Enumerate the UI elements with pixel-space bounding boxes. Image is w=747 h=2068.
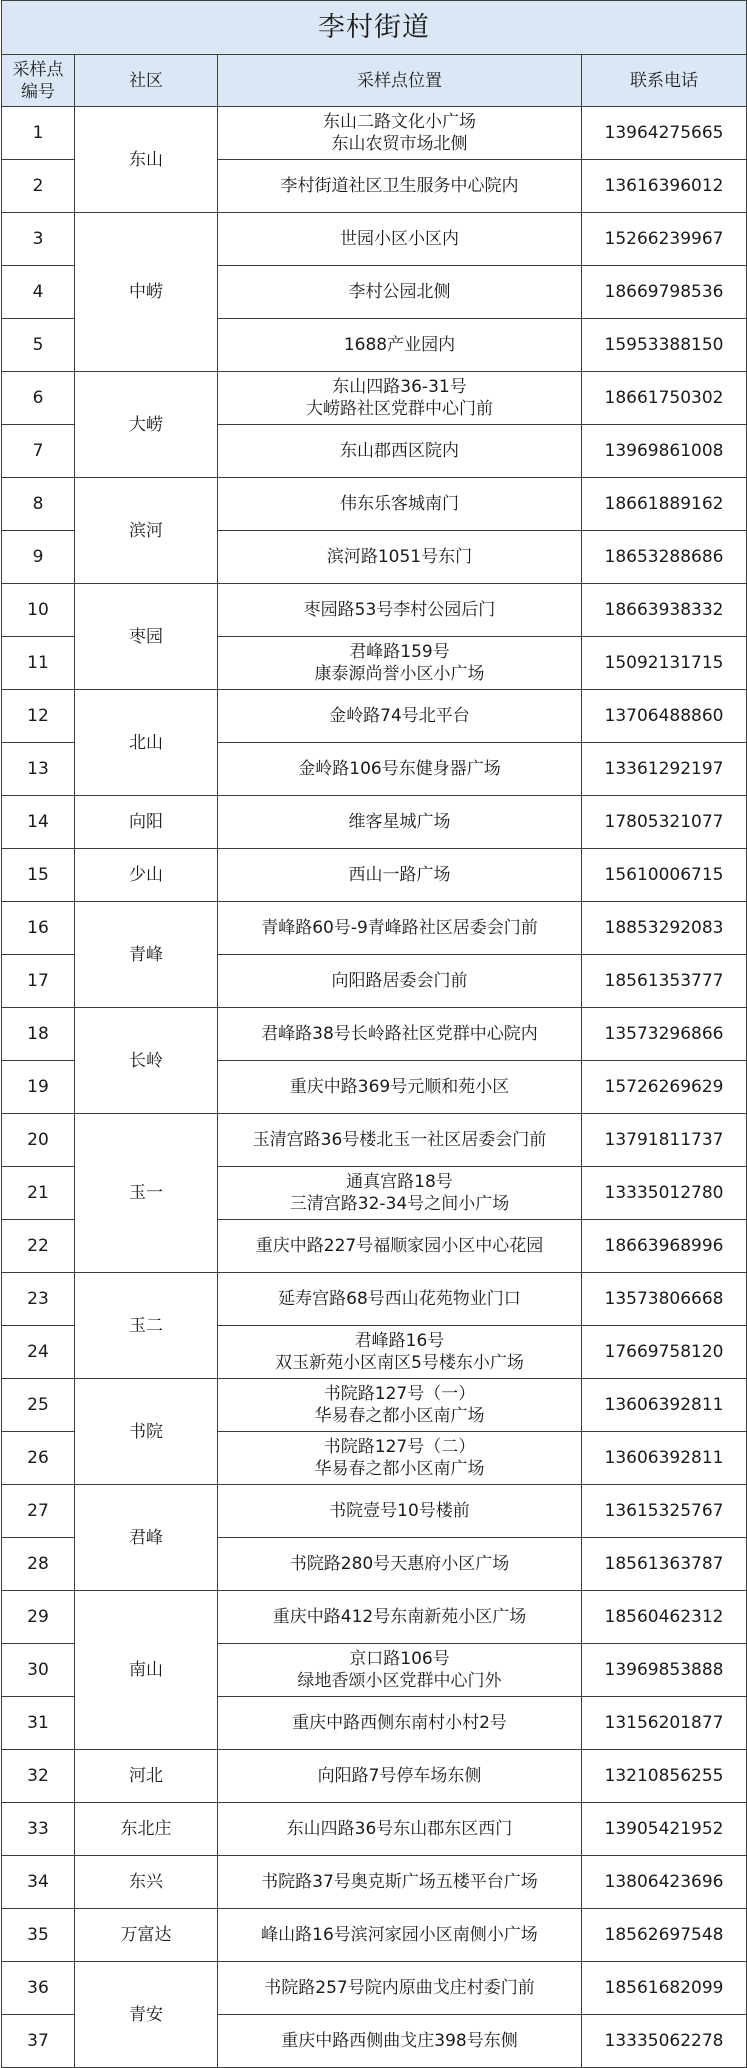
cell-community: 河北 [75,1750,218,1803]
cell-community: 玉一 [75,1114,218,1273]
location-line: 京口路106号 [349,1649,450,1669]
header-community: 社区 [75,55,218,107]
cell-phone: 17805321077 [582,796,747,849]
cell-community: 北山 [75,690,218,796]
table-row [2,1273,747,1326]
sampling-table-container [1,0,746,2068]
cell-phone: 15092131715 [582,637,747,690]
cell-community: 玉二 [75,1273,218,1379]
cell-number: 11 [2,637,75,690]
cell-number: 14 [2,796,75,849]
cell-location [218,637,582,690]
location-line: 书院路127号（一） [323,1384,476,1404]
cell-community: 长岭 [75,1008,218,1114]
table-row [2,213,747,266]
table-row [2,478,747,531]
cell-phone: 13615325767 [582,1485,747,1538]
cell-phone: 13969861008 [582,425,747,478]
table-row [2,902,747,955]
table-row [2,107,747,160]
cell-location [218,1326,582,1379]
cell-phone: 13573806668 [582,1273,747,1326]
cell-location [218,478,582,531]
cell-community: 中崂 [75,213,218,372]
location-line: 书院路127号（二） [323,1437,476,1457]
location-line: 君峰路38号长岭路社区党群中心院内 [261,1024,538,1044]
table-row [2,1803,747,1856]
cell-number: 2 [2,160,75,213]
cell-community: 书院 [75,1379,218,1485]
cell-number: 34 [2,1856,75,1909]
cell-phone: 13573296866 [582,1008,747,1061]
cell-location [218,1750,582,1803]
table-row [2,1909,747,1962]
cell-community: 东北庄 [75,1803,218,1856]
cell-phone: 13616396012 [582,160,747,213]
cell-number: 24 [2,1326,75,1379]
cell-location [218,425,582,478]
cell-number: 7 [2,425,75,478]
cell-phone: 13905421952 [582,1803,747,1856]
cell-location [218,1591,582,1644]
cell-location [218,1432,582,1485]
cell-number: 9 [2,531,75,584]
location-line: 东山四路36-31号 [332,377,467,397]
table-body [2,107,747,2068]
cell-location [218,1909,582,1962]
cell-phone: 15610006715 [582,849,747,902]
table-row [2,796,747,849]
location-line: 李村公园北侧 [348,282,451,302]
cell-number: 5 [2,319,75,372]
location-line: 书院壹号10号楼前 [329,1501,470,1521]
cell-location [218,160,582,213]
cell-phone: 18853292083 [582,902,747,955]
location-line: 东山四路36号东山郡东区西门 [286,1819,513,1839]
location-line: 华易春之都小区南广场 [314,1406,485,1426]
cell-community: 滨河 [75,478,218,584]
cell-phone: 13156201877 [582,1697,747,1750]
cell-phone: 18561682099 [582,1962,747,2015]
cell-phone: 18560462312 [582,1591,747,1644]
table-row [2,1962,747,2015]
cell-location [218,1008,582,1061]
cell-location [218,1538,582,1591]
cell-number: 6 [2,372,75,425]
location-line: 康泰源尚誉小区小广场 [314,664,485,684]
location-line: 维客星城广场 [348,812,451,832]
column-header-row [2,55,747,107]
location-line: 东山农贸市场北侧 [331,134,468,154]
location-line: 世园小区小区内 [340,229,459,249]
cell-phone: 13335012780 [582,1167,747,1220]
table-row [2,1379,747,1432]
location-line: 李村街道社区卫生服务中心院内 [280,176,519,196]
cell-community: 君峰 [75,1485,218,1591]
cell-number: 26 [2,1432,75,1485]
cell-number: 33 [2,1803,75,1856]
cell-phone: 13791811737 [582,1114,747,1167]
table-row [2,1114,747,1167]
cell-number: 12 [2,690,75,743]
cell-community: 青峰 [75,902,218,1008]
cell-location [218,1273,582,1326]
location-line: 华易春之都小区南广场 [314,1459,485,1479]
location-line: 向阳路7号停车场东侧 [317,1766,482,1786]
cell-phone: 13806423696 [582,1856,747,1909]
location-line: 青峰路60号-9青峰路社区居委会门前 [261,918,538,938]
location-line: 双玉新苑小区南区5号楼东小广场 [275,1353,524,1373]
table-row [2,372,747,425]
location-line: 大崂路社区党群中心门前 [306,399,493,419]
cell-community: 青安 [75,1962,218,2068]
cell-location [218,213,582,266]
table-title-row [2,1,747,55]
cell-phone: 18661750302 [582,372,747,425]
cell-phone: 17669758120 [582,1326,747,1379]
cell-number: 19 [2,1061,75,1114]
cell-location [218,1379,582,1432]
cell-location [218,849,582,902]
cell-number: 8 [2,478,75,531]
cell-number: 28 [2,1538,75,1591]
table-row [2,1750,747,1803]
location-line: 绿地香颂小区党群中心门外 [297,1671,502,1691]
header-location: 采样点位置 [218,55,582,107]
cell-location [218,531,582,584]
location-line: 滨河路1051号东门 [326,547,473,567]
cell-number: 30 [2,1644,75,1697]
cell-location [218,1167,582,1220]
cell-location [218,266,582,319]
cell-phone: 18663938332 [582,584,747,637]
cell-location [218,1962,582,2015]
cell-phone: 15953388150 [582,319,747,372]
cell-number: 23 [2,1273,75,1326]
cell-number: 16 [2,902,75,955]
cell-phone: 13606392811 [582,1379,747,1432]
cell-location [218,1485,582,1538]
cell-phone: 13706488860 [582,690,747,743]
cell-location [218,1114,582,1167]
location-line: 君峰路16号 [354,1331,445,1351]
cell-number: 13 [2,743,75,796]
cell-phone: 18561363787 [582,1538,747,1591]
location-line: 枣园路53号李村公园后门 [303,600,496,620]
location-line: 重庆中路412号东南新苑小区广场 [272,1607,527,1627]
cell-community: 万富达 [75,1909,218,1962]
location-line: 重庆中路西侧曲戈庄398号东侧 [281,2031,518,2051]
location-line: 通真宫路18号 [346,1172,453,1192]
cell-location [218,1803,582,1856]
table-row [2,1485,747,1538]
cell-number: 31 [2,1697,75,1750]
table-row [2,849,747,902]
location-line: 金岭路74号北平台 [329,706,470,726]
header-number-line1: 采样点 [12,59,64,80]
cell-number: 29 [2,1591,75,1644]
cell-community: 枣园 [75,584,218,690]
cell-phone: 18661889162 [582,478,747,531]
location-line: 向阳路居委会门前 [331,971,468,991]
cell-number: 17 [2,955,75,1008]
cell-phone: 15266239967 [582,213,747,266]
location-line: 玉清宫路36号楼北玉一社区居委会门前 [252,1130,547,1150]
cell-location [218,743,582,796]
cell-location [218,1220,582,1273]
table-row [2,690,747,743]
cell-number: 15 [2,849,75,902]
cell-community: 南山 [75,1591,218,1750]
cell-phone: 13969853888 [582,1644,747,1697]
table-row [2,1008,747,1061]
table-row [2,584,747,637]
cell-location [218,584,582,637]
cell-location [218,1697,582,1750]
cell-number: 37 [2,2015,75,2068]
location-line: 书院路37号奥克斯广场五楼平台广场 [261,1872,538,1892]
cell-phone: 18669798536 [582,266,747,319]
header-number-line2: 编号 [21,81,55,102]
cell-number: 3 [2,213,75,266]
cell-phone: 18653288686 [582,531,747,584]
cell-location [218,2015,582,2068]
cell-number: 32 [2,1750,75,1803]
sampling-points-table [1,0,747,2068]
location-line: 三清宫路32-34号之间小广场 [289,1194,510,1214]
cell-phone: 18562697548 [582,1909,747,1962]
cell-location [218,1644,582,1697]
table-row [2,1591,747,1644]
cell-number: 27 [2,1485,75,1538]
cell-phone: 13606392811 [582,1432,747,1485]
location-line: 东山郡西区院内 [340,441,459,461]
cell-number: 25 [2,1379,75,1432]
location-line: 书院路257号院内原曲戈庄村委门前 [264,1978,535,1998]
location-line: 书院路280号天惠府小区广场 [289,1554,510,1574]
cell-phone: 13964275665 [582,107,747,160]
cell-number: 36 [2,1962,75,2015]
cell-number: 20 [2,1114,75,1167]
cell-number: 21 [2,1167,75,1220]
cell-location [218,1061,582,1114]
cell-location [218,1856,582,1909]
cell-community: 大崂 [75,372,218,478]
location-line: 峰山路16号滨河家园小区南侧小广场 [261,1925,538,1945]
location-line: 东山二路文化小广场 [323,112,476,132]
cell-phone: 13361292197 [582,743,747,796]
cell-community: 少山 [75,849,218,902]
header-number [2,55,75,107]
cell-location [218,319,582,372]
cell-community: 东山 [75,107,218,213]
location-line: 君峰路159号 [349,642,450,662]
cell-number: 18 [2,1008,75,1061]
location-line: 西山一路广场 [348,865,451,885]
cell-location [218,796,582,849]
page-title: 李村街道 [2,1,747,55]
cell-number: 1 [2,107,75,160]
cell-phone: 18663968996 [582,1220,747,1273]
table-row [2,1856,747,1909]
cell-location [218,372,582,425]
cell-number: 4 [2,266,75,319]
cell-location [218,107,582,160]
cell-phone: 13335062278 [582,2015,747,2068]
location-line: 伟东乐客城南门 [340,494,459,514]
cell-community: 向阳 [75,796,218,849]
cell-phone: 18561353777 [582,955,747,1008]
cell-phone: 13210856255 [582,1750,747,1803]
location-line: 重庆中路227号福顺家园小区中心花园 [255,1236,544,1256]
header-phone: 联系电话 [582,55,747,107]
location-line: 1688产业园内 [343,335,456,355]
location-line: 重庆中路369号元顺和苑小区 [289,1077,510,1097]
cell-location [218,902,582,955]
cell-number: 35 [2,1909,75,1962]
cell-community: 东兴 [75,1856,218,1909]
location-line: 延寿宫路68号西山花苑物业门口 [278,1289,521,1309]
location-line: 金岭路106号东健身器广场 [298,759,501,779]
cell-number: 22 [2,1220,75,1273]
cell-phone: 15726269629 [582,1061,747,1114]
location-line: 重庆中路西侧东南村小村2号 [292,1713,507,1733]
cell-location [218,955,582,1008]
cell-location [218,690,582,743]
cell-number: 10 [2,584,75,637]
